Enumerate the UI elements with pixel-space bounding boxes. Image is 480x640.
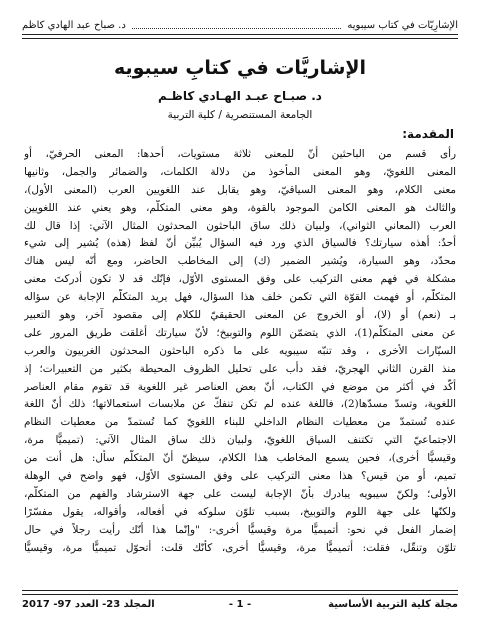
body-line: العرب (المعاني الثواني)، ولبيان ذلك ساق الباحثون المحدثون المثال الآتي: إذا قال لك <box>24 219 456 232</box>
body-line: بـ (نعم) أو (لا)، أو الخروج عن المعنى الحقيقيّ للكلام إلى مقصود آخر، وهو التعبير <box>24 309 456 322</box>
body-line: تميم، أو من قيس؟ هذا معنى التركيب على وفق المستوى الأوّل، فهو واضح في الوهلة <box>24 470 456 483</box>
footer-journal-name: مجلة كلية التربية الأساسية <box>328 599 458 610</box>
body-line: المعنى اللغويّ، وهو المعنى المأخوذ من دلالة الكلمات، والضمائر والجمل، وثانيها <box>24 165 456 178</box>
body-line: إضمار الفعل في نحو: أتميميًّا مرة وقيسيًّا أخرى-: "وإنّما هذا أنّك رأيت رجلاً في حال <box>24 523 456 536</box>
body-line: منذ القرن الثاني الهجريّ، فقد دأب على تحليل الظروف المحيطة بكثير من التعبيرات؛ إذ <box>24 362 456 375</box>
header-rule <box>22 34 458 39</box>
running-header <box>22 14 458 32</box>
header-article-title: الإشارِيّات في كتاب سيبويه <box>347 20 458 31</box>
author-affiliation: الجامعة المستنصرية / كلية التربية <box>167 109 313 121</box>
body-line: والثالث هو المعنى الكامن الموجود بالقوة، وهو معنى المتكلّم، وهو يعني عند اللغويين <box>24 201 456 214</box>
body-text <box>24 146 456 557</box>
body-line: السيّارات الأخرى ، وقد تنبّه سيبويه على ما ذكره الباحثون المحدثون الغربيون والعرب <box>24 344 456 357</box>
body-line: المتكلّم، أو فهمت القوّة التي تكمن خلف هذا السؤال، فهل يريد المتكلّم الإجابة عن سؤاله <box>24 291 456 304</box>
body-line: رأى قسم من الباحثين أنّ للمعنى ثلاثة مستويات، أحدها: المعنى الحرفيّ، أو <box>24 148 456 160</box>
body-line: تلوّن وتنقّل، فقلت: أتميميًّا مرة، وقيسيًّا أخرى، كأنّك قلت: أتحوّل تميميًّا مرة، وقيسيًّا <box>24 541 456 554</box>
body-line: ولكنّها على جهة اللوم والتوبيخ، بسبب تلوّن سلوكه في أفعاله، وأقواله، يقول مفسّرًا <box>24 505 456 518</box>
author-name: د. صبـاح عبـد الهـادي كاظـم <box>158 89 322 103</box>
body-line: محدّد، وهو السيارة، ويُشير الضمير (ك) إلى المخاطب الحاضر، ومع أنّه ليس هناك <box>24 255 456 268</box>
body-line: أحدٌ: أهذه سيارتك؟ فالسياق الذي ورد فيه السؤال يُبيِّن أنّ لفظ (هذه) يُشير إلى شيء <box>24 237 456 250</box>
body-line: الاجتماعيّ التي تكتنف السياق اللغويّ، ولبيان ذلك ساق المثال الآتي: (تميميًّا مرة، <box>24 434 456 447</box>
running-footer <box>22 596 458 614</box>
header-dotted-leader <box>132 28 342 29</box>
body-line: عن معنى المتكلّم(1)، الذي يتضمّن اللوم والتوبيخ؛ لأنّ سيارتك أغلقت طريق المرور على <box>24 326 456 339</box>
body-line: الأولى؛ ولكنّ سيبويه يبادرك بأنّ الإجابة ليست على جهة الاسترشاد والفهم من المتكلّم، <box>24 487 456 500</box>
footer-rule <box>22 590 458 595</box>
body-line: اللغوية، وتسدّ مسدّها(2)، فاللغة عنده لم تكن تنفكّ عن ملابسات استعمالاتها؛ ذلك أنّ اللغة <box>24 398 456 411</box>
page-number: - 1 - <box>228 599 252 610</box>
body-line: وقيسيًّا أخرى)، فحين يسمع المخاطب هذا الكلام، سيظنّ أنّ المتكلّم سأل: هل أنت من <box>24 452 456 465</box>
header-author: د. صباح عبد الهادي كاظم <box>22 20 126 31</box>
body-line: عنده تُستمدّ من معطيات النظام الداخلي للبناء اللغويّ كما تُستمدّ من معطيات النظام <box>24 416 456 429</box>
footer-volume-issue: المجلد 23- العدد 97- 2017 <box>22 599 155 610</box>
body-line: معنى الكلام، وهو المعنى السياقيّ، وهو يقابل عند اللغويين العرب (المعنى الأول)، <box>24 183 456 196</box>
section-heading: المقدمة: <box>402 127 454 141</box>
body-line: أكّد في أكثر من موضع في الكتاب، أنّ بعض العناصر غير اللغوية قد تقوم مقام العناصر <box>24 380 456 393</box>
article-title: الإشاريَّات في كتابِ سيبويه <box>113 57 367 79</box>
body-line: مشكلة في فهم معنى التركيب على وفق المستوى الأوّل، فإنّك قد لا تكون أدركتَ معنى <box>24 273 456 286</box>
